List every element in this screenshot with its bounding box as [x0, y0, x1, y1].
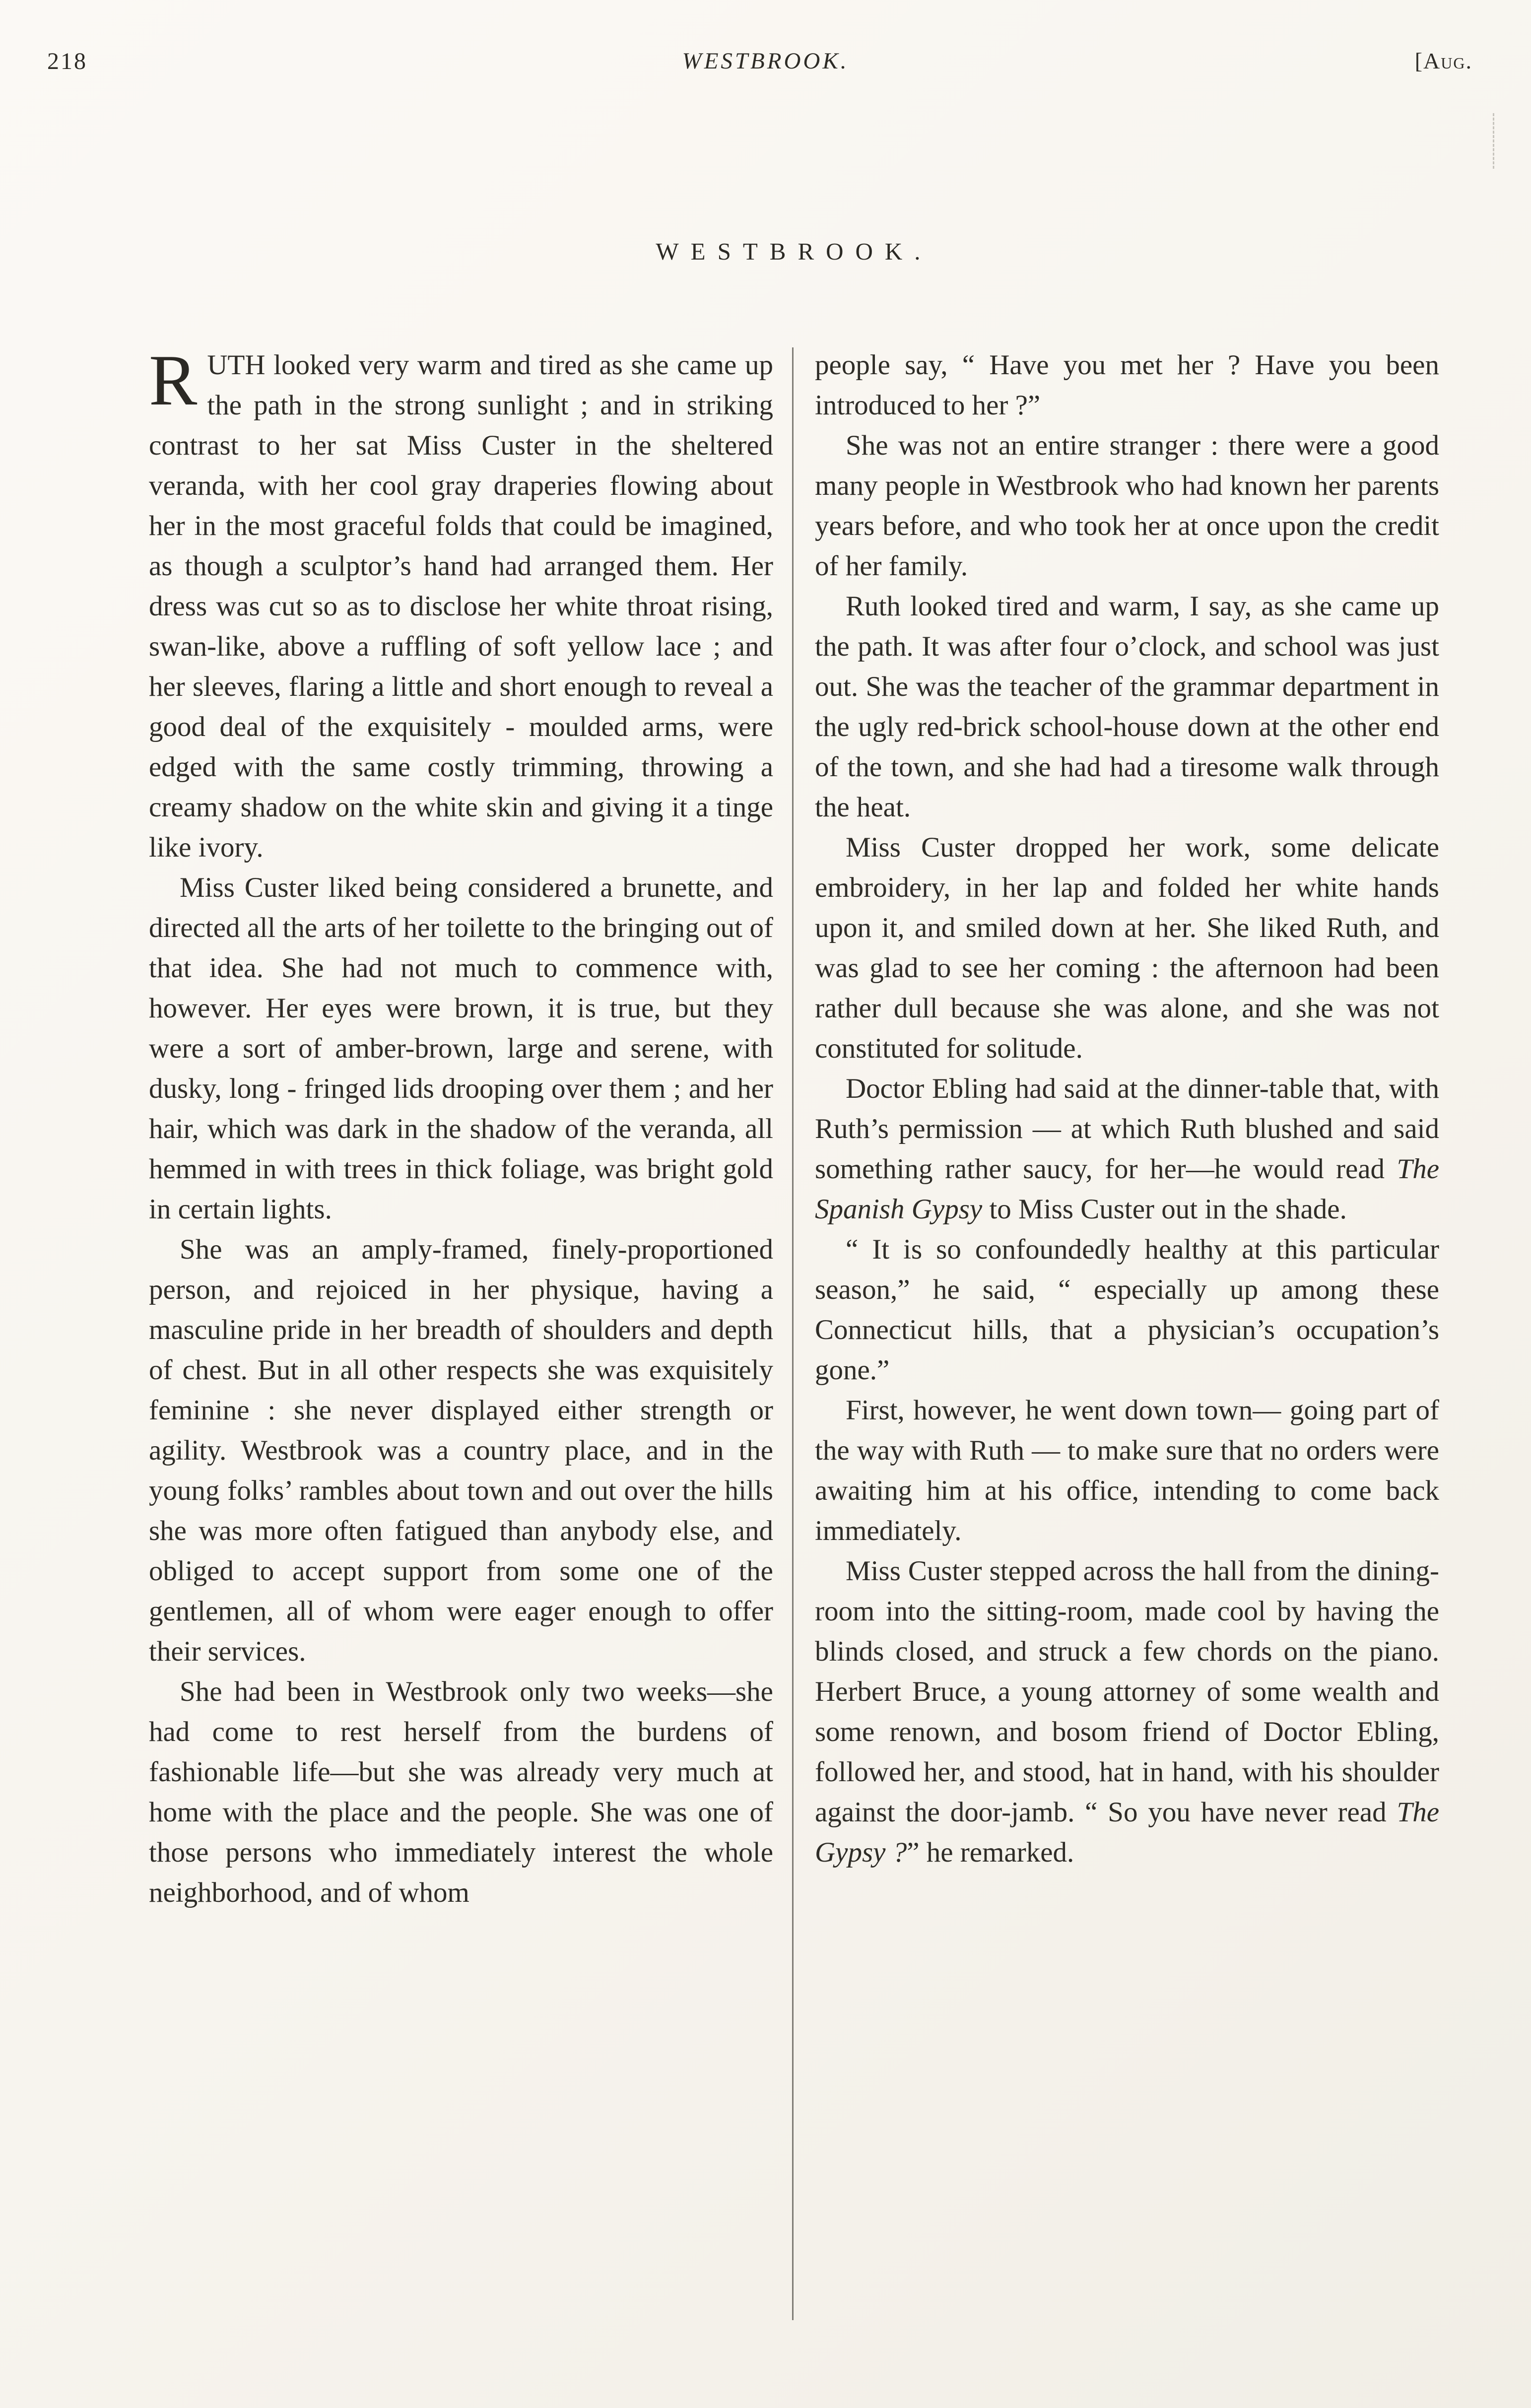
- paragraph-text: UTH looked very warm and tired as she came up the path in the strong sunlight ; and in striking contrast to her sat Miss Custer in the sheltered veranda, with her cool gray draperies flowing about her in the most graceful folds that could be imagined, as though a sculptor’s hand had arranged them. Her dress was cut so as to disclose her white throat rising, swan-like, above a ruffling of soft yellow lace ; and her sleeves, flaring a little and short enough to reveal a good deal of the exquisitely - moulded arms, were edged with the same costly trimming, throwing a creamy shadow on the white skin and giving it a tinge like ivory.: [149, 349, 773, 863]
- paragraph: Ruth looked tired and warm, I say, as she came up the path. It was after four o’clock, and school was just out. She was the teacher of the grammar department in the ugly red-brick school-house down at the other end of the town, and she had had a tiresome walk through the heat.: [815, 591, 1439, 823]
- paragraph-text: Doctor Ebling had said at the dinner-table that, with Ruth’s permission — at which Ruth blushed and said something rather saucy, for her—he would read: [815, 1073, 1439, 1185]
- paragraph-text: to Miss Custer out in the shade.: [982, 1194, 1347, 1225]
- paragraph: [149, 340, 773, 868]
- issue-date: [Aug.: [1414, 48, 1472, 73]
- paragraph-text: ” he remarked.: [907, 1837, 1074, 1868]
- paragraph: “ It is so confoundedly healthy at this particular season,” he said, “ especially up among these Connecticut hills, that a physician’s occupation’s gone.”: [815, 1234, 1439, 1386]
- right-column: [815, 345, 1439, 1913]
- page-number: 218: [47, 48, 87, 74]
- column-divider-rule: [792, 347, 794, 2320]
- paragraph: First, however, he went down town— going part of the way with Ruth — to make sure that no orders were awaiting him at his office, intending to come back immediately.: [815, 1395, 1439, 1546]
- paragraph: people say, “ Have you met her ? Have you been introduced to her ?”: [815, 349, 1439, 421]
- paragraph: Miss Custer dropped her work, some delicate embroidery, in her lap and folded her white hands upon it, and smiled down at her. She liked Ruth, and was glad to see her coming : the afternoon had been rather dull because she was alone, and she was not constituted for solitude.: [815, 832, 1439, 1064]
- running-title: WESTBROOK.: [682, 48, 849, 74]
- italic-title: The Gypsy ?: [815, 1797, 1439, 1868]
- running-header: [0, 48, 1531, 82]
- scan-artifact: [1493, 113, 1494, 169]
- paragraph: [815, 1069, 1439, 1229]
- article-body: [149, 340, 1439, 1913]
- drop-cap: R: [149, 340, 198, 420]
- paragraph: She was not an entire stranger : there were a good many people in Westbrook who had known her parents years before, and who took her at once upon the credit of her family.: [815, 430, 1439, 582]
- italic-title: The Spanish Gypsy: [815, 1153, 1439, 1225]
- left-column: [149, 340, 773, 1913]
- article-title: WESTBROOK.: [656, 238, 932, 265]
- paragraph: Miss Custer liked being considered a brunette, and directed all the arts of her toilette to the bringing out of that idea. She had not much to commence with, however. Her eyes were brown, it is true, but they were a sort of amber-brown, large and serene, with dusky, long - fringed lids drooping over them ; and her hair, which was dark in the shadow of the veranda, all hemmed in with trees in thick foliage, was bright gold in certain lights.: [149, 872, 773, 1225]
- paragraph: [815, 1551, 1439, 1873]
- paragraph-text: Miss Custer stepped across the hall from the dining-room into the sitting-room, made cool by having the blinds closed, and struck a few chords on the piano. Herbert Bruce, a young attorney of some wealth and some renown, and bosom friend of Doctor Ebling, followed her, and stood, hat in hand, with his shoulder against the door-jamb. “ So you have never read: [815, 1555, 1439, 1828]
- paragraph: She had been in Westbrook only two weeks—she had come to rest herself from the burdens of fashionable life—but she was already very much at home with the place and the people. She was one of those persons who immediately interest the whole neighborhood, and of whom: [149, 1676, 773, 1908]
- paragraph: She was an amply-framed, finely-proportioned person, and rejoiced in her physique, having a masculine pride in her breadth of shoulders and depth of chest. But in all other respects she was exquisitely feminine : she never displayed either strength or agility. Westbrook was a country place, and in the young folks’ rambles about town and out over the hills she was more often fatigued than anybody else, and obliged to accept support from some one of the gentlemen, all of whom were eager enough to offer their services.: [149, 1234, 773, 1667]
